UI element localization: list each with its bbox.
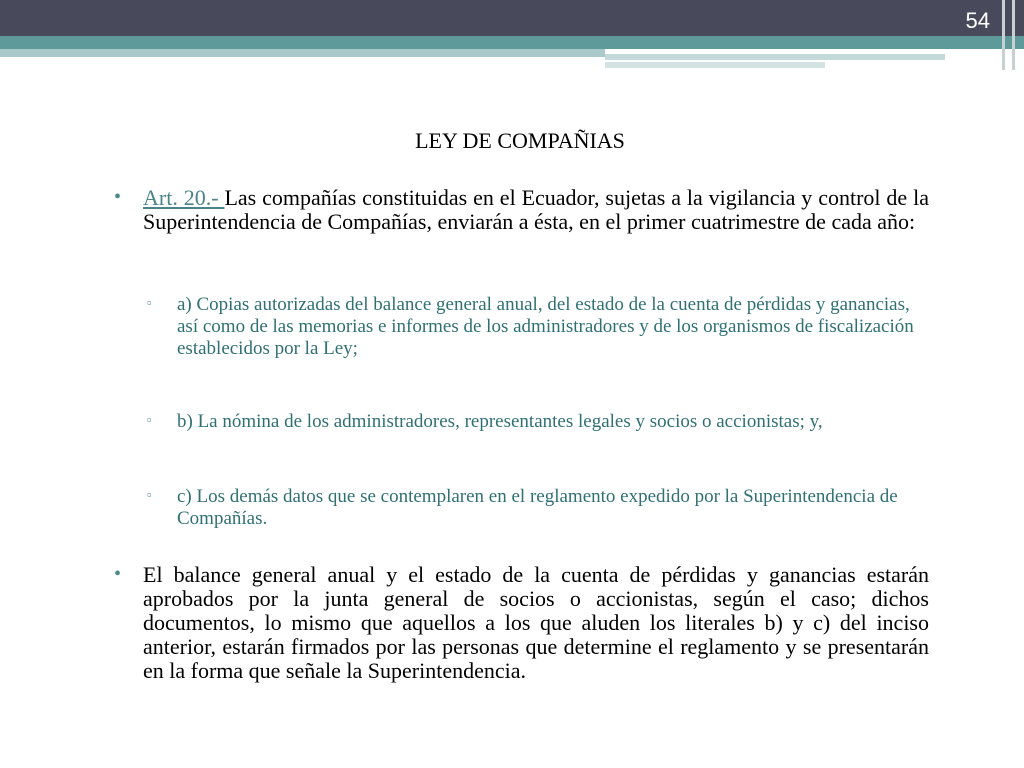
slide-title: LEY DE COMPAÑIAS [415,128,625,153]
header-light-stripe-3 [605,62,825,68]
bullet-balance-text: • El balance general anual y el estado de la cuenta de pérdidas y ganancias estarán aprobados por la junta general de socios o accionistas, según el caso; dichos documentos, lo mismo que aquellos a los que aluden los literales b) y c) del inciso anterior, estarán firmados por las personas que determine el reglamento y se presentarán en la forma que señale la Superintendencia. [143,562,929,683]
subitem-b-text: ▫ b) La nómina de los administradores, representantes legales y socios o accionistas; y, [177,411,823,432]
header-light-stripe [0,49,605,57]
bullet-article-20-text [143,186,929,234]
header-vertical-line [1002,0,1005,70]
header-teal-band [0,36,1024,49]
header-dark-band [0,0,1024,36]
article-link[interactable]: Art. 20.- [143,185,225,210]
bullet-article-20 [143,186,929,234]
bullet-balance [143,563,929,683]
subitem-c-text: ▫ c) Los demás datos que se contemplaren en el reglamento expedido por la Superintendencia de Compañías. [177,486,898,529]
header-light-stripe-2 [605,54,945,60]
subitem-a [177,294,929,360]
article-body: Las compañías constituidas en el Ecuador, sujetas a la vigilancia y control de la Superintendencia de Compañías, enviarán a ésta, en el primer cuatrimestre de cada año: [143,185,929,234]
subitem-a-text: ▫ a) Copias autorizadas del balance general anual, del estado de la cuenta de pérdidas y ganancias, así como de las memorias e informes de los administradores y de los organismos de fiscalización establecidos por la Ley; [177,294,914,359]
header-vertical-line-2 [1012,0,1015,70]
subitem-b [177,411,929,433]
subitem-c [177,486,929,530]
slide-number: 54 [965,8,990,33]
